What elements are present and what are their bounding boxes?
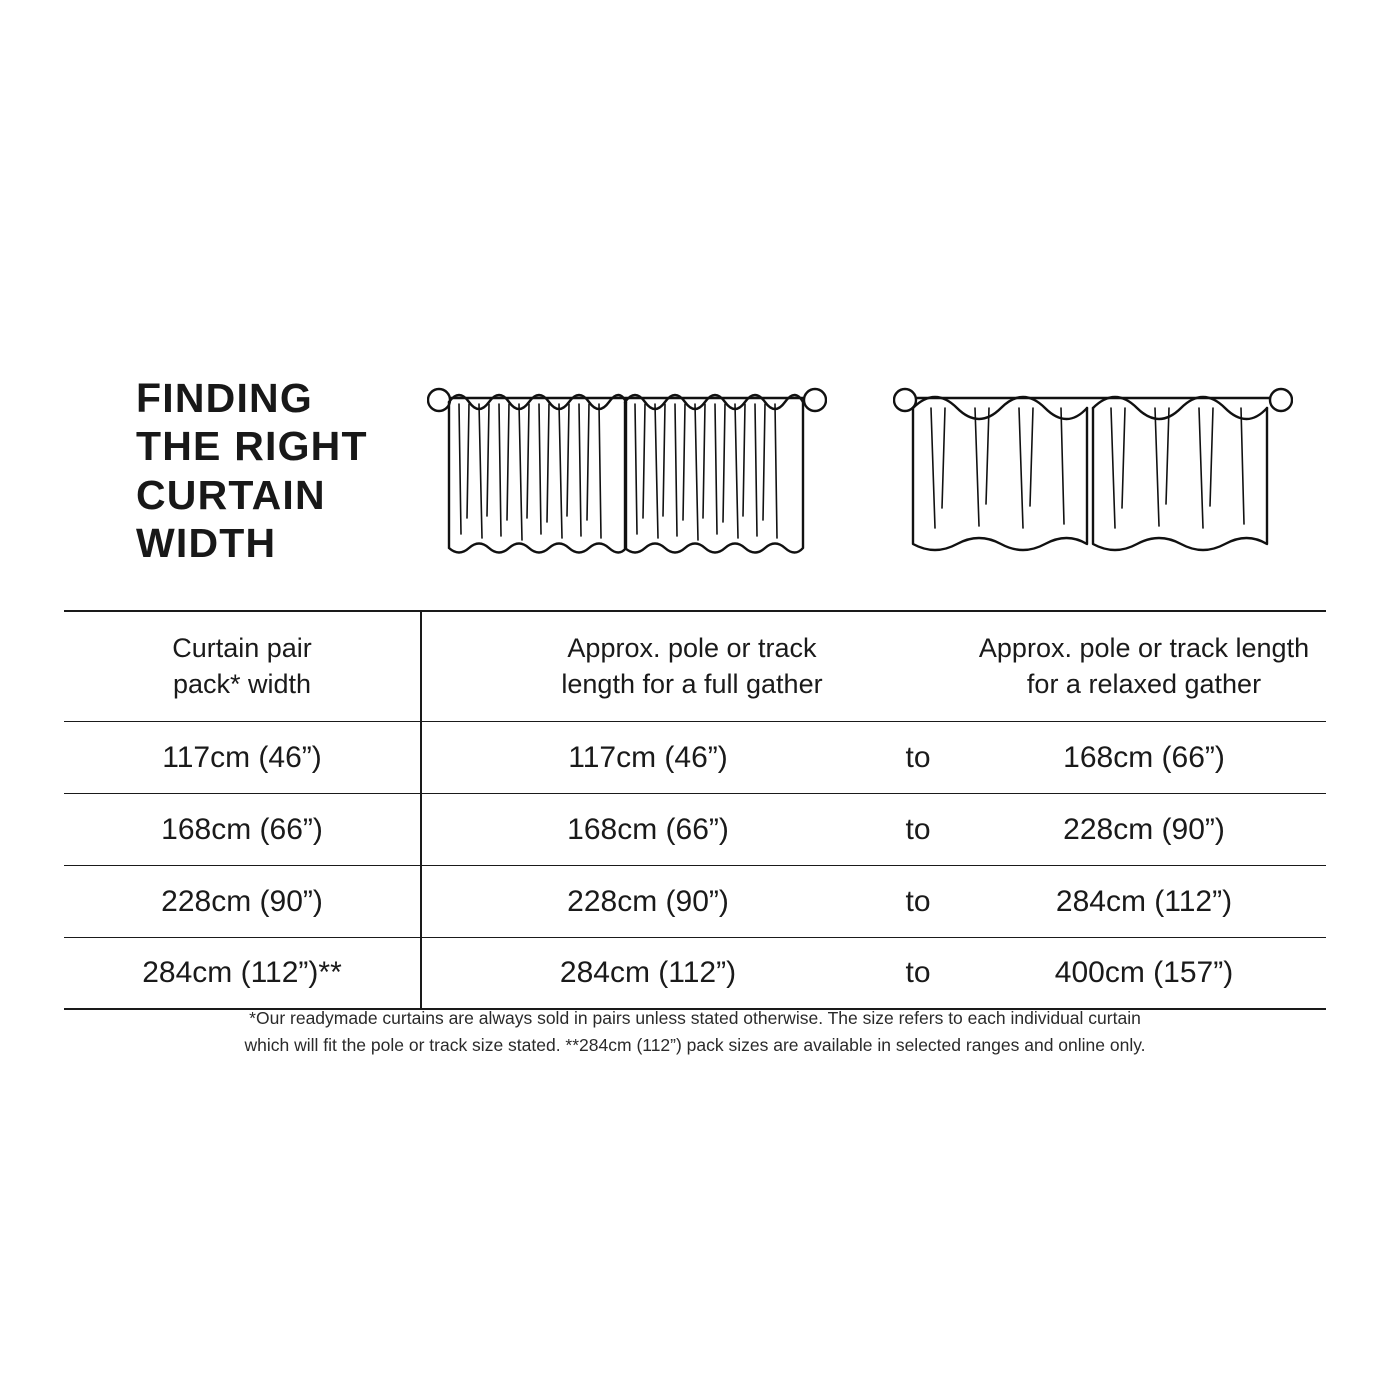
table-row xyxy=(64,794,1326,866)
cell-relaxed-gather: 228cm (90”) xyxy=(1063,812,1225,846)
relaxed-gather-curtain-illustration xyxy=(893,368,1293,588)
table-row xyxy=(64,722,1326,794)
header-relaxed-gather xyxy=(962,612,1326,721)
footnote-line-2: which will fit the pole or track size stated. **284cm (112”) pack sizes are available in selected ranges and online only. xyxy=(244,1035,1146,1056)
cell-pack-width: 228cm (90”) xyxy=(64,866,422,937)
footnote-line-1: *Our readymade curtains are always sold in pairs unless stated otherwise. The size refers to each individual curtain xyxy=(249,1008,1141,1028)
page-title xyxy=(64,374,394,568)
cell-connector: to xyxy=(905,884,931,918)
cell-full-gather: 228cm (90”) xyxy=(567,884,729,918)
page-title-line-1: FINDING xyxy=(136,375,313,421)
page-title-line-4: WIDTH xyxy=(136,520,277,567)
full-gather-curtain-illustration xyxy=(427,368,827,588)
curtain-width-table xyxy=(64,610,1326,1010)
cell-connector: to xyxy=(905,812,931,846)
cell-relaxed-gather: 168cm (66”) xyxy=(1063,740,1225,774)
footnote xyxy=(64,1005,1326,1059)
table-header-row xyxy=(64,612,1326,722)
cell-relaxed-gather: 400cm (157”) xyxy=(1054,956,1234,989)
header-full-gather xyxy=(422,612,962,721)
page-title-line-3: CURTAIN xyxy=(136,471,326,518)
header-full-gather-line-1: Approx. pole or track xyxy=(567,633,817,664)
table-row xyxy=(64,866,1326,938)
table-row xyxy=(64,938,1326,1010)
header-pack-width xyxy=(64,612,422,721)
cell-full-gather: 168cm (66”) xyxy=(567,812,729,846)
cell-relaxed-gather: 284cm (112”) xyxy=(1055,884,1233,918)
cell-connector: to xyxy=(905,956,931,989)
cell-full-gather: 117cm (46”) xyxy=(568,740,728,774)
cell-full-gather: 284cm (112”) xyxy=(559,956,737,989)
cell-pack-width: 117cm (46”) xyxy=(64,722,422,793)
illustration-group xyxy=(394,362,1326,588)
header-pack-width-line-1: Curtain pair xyxy=(172,633,312,664)
cell-pack-width: 284cm (112”)** xyxy=(64,938,422,1008)
header-relaxed-gather-line-1: Approx. pole or track length xyxy=(978,633,1310,664)
header-section xyxy=(64,362,1326,592)
header-full-gather-line-2: length for a full gather xyxy=(561,668,823,699)
page-title-line-2: THE RIGHT xyxy=(136,423,368,470)
header-relaxed-gather-line-2: for a relaxed gather xyxy=(1026,668,1262,699)
cell-pack-width: 168cm (66”) xyxy=(64,794,422,865)
cell-connector: to xyxy=(905,740,931,774)
header-pack-width-line-2: pack* width xyxy=(172,668,312,699)
